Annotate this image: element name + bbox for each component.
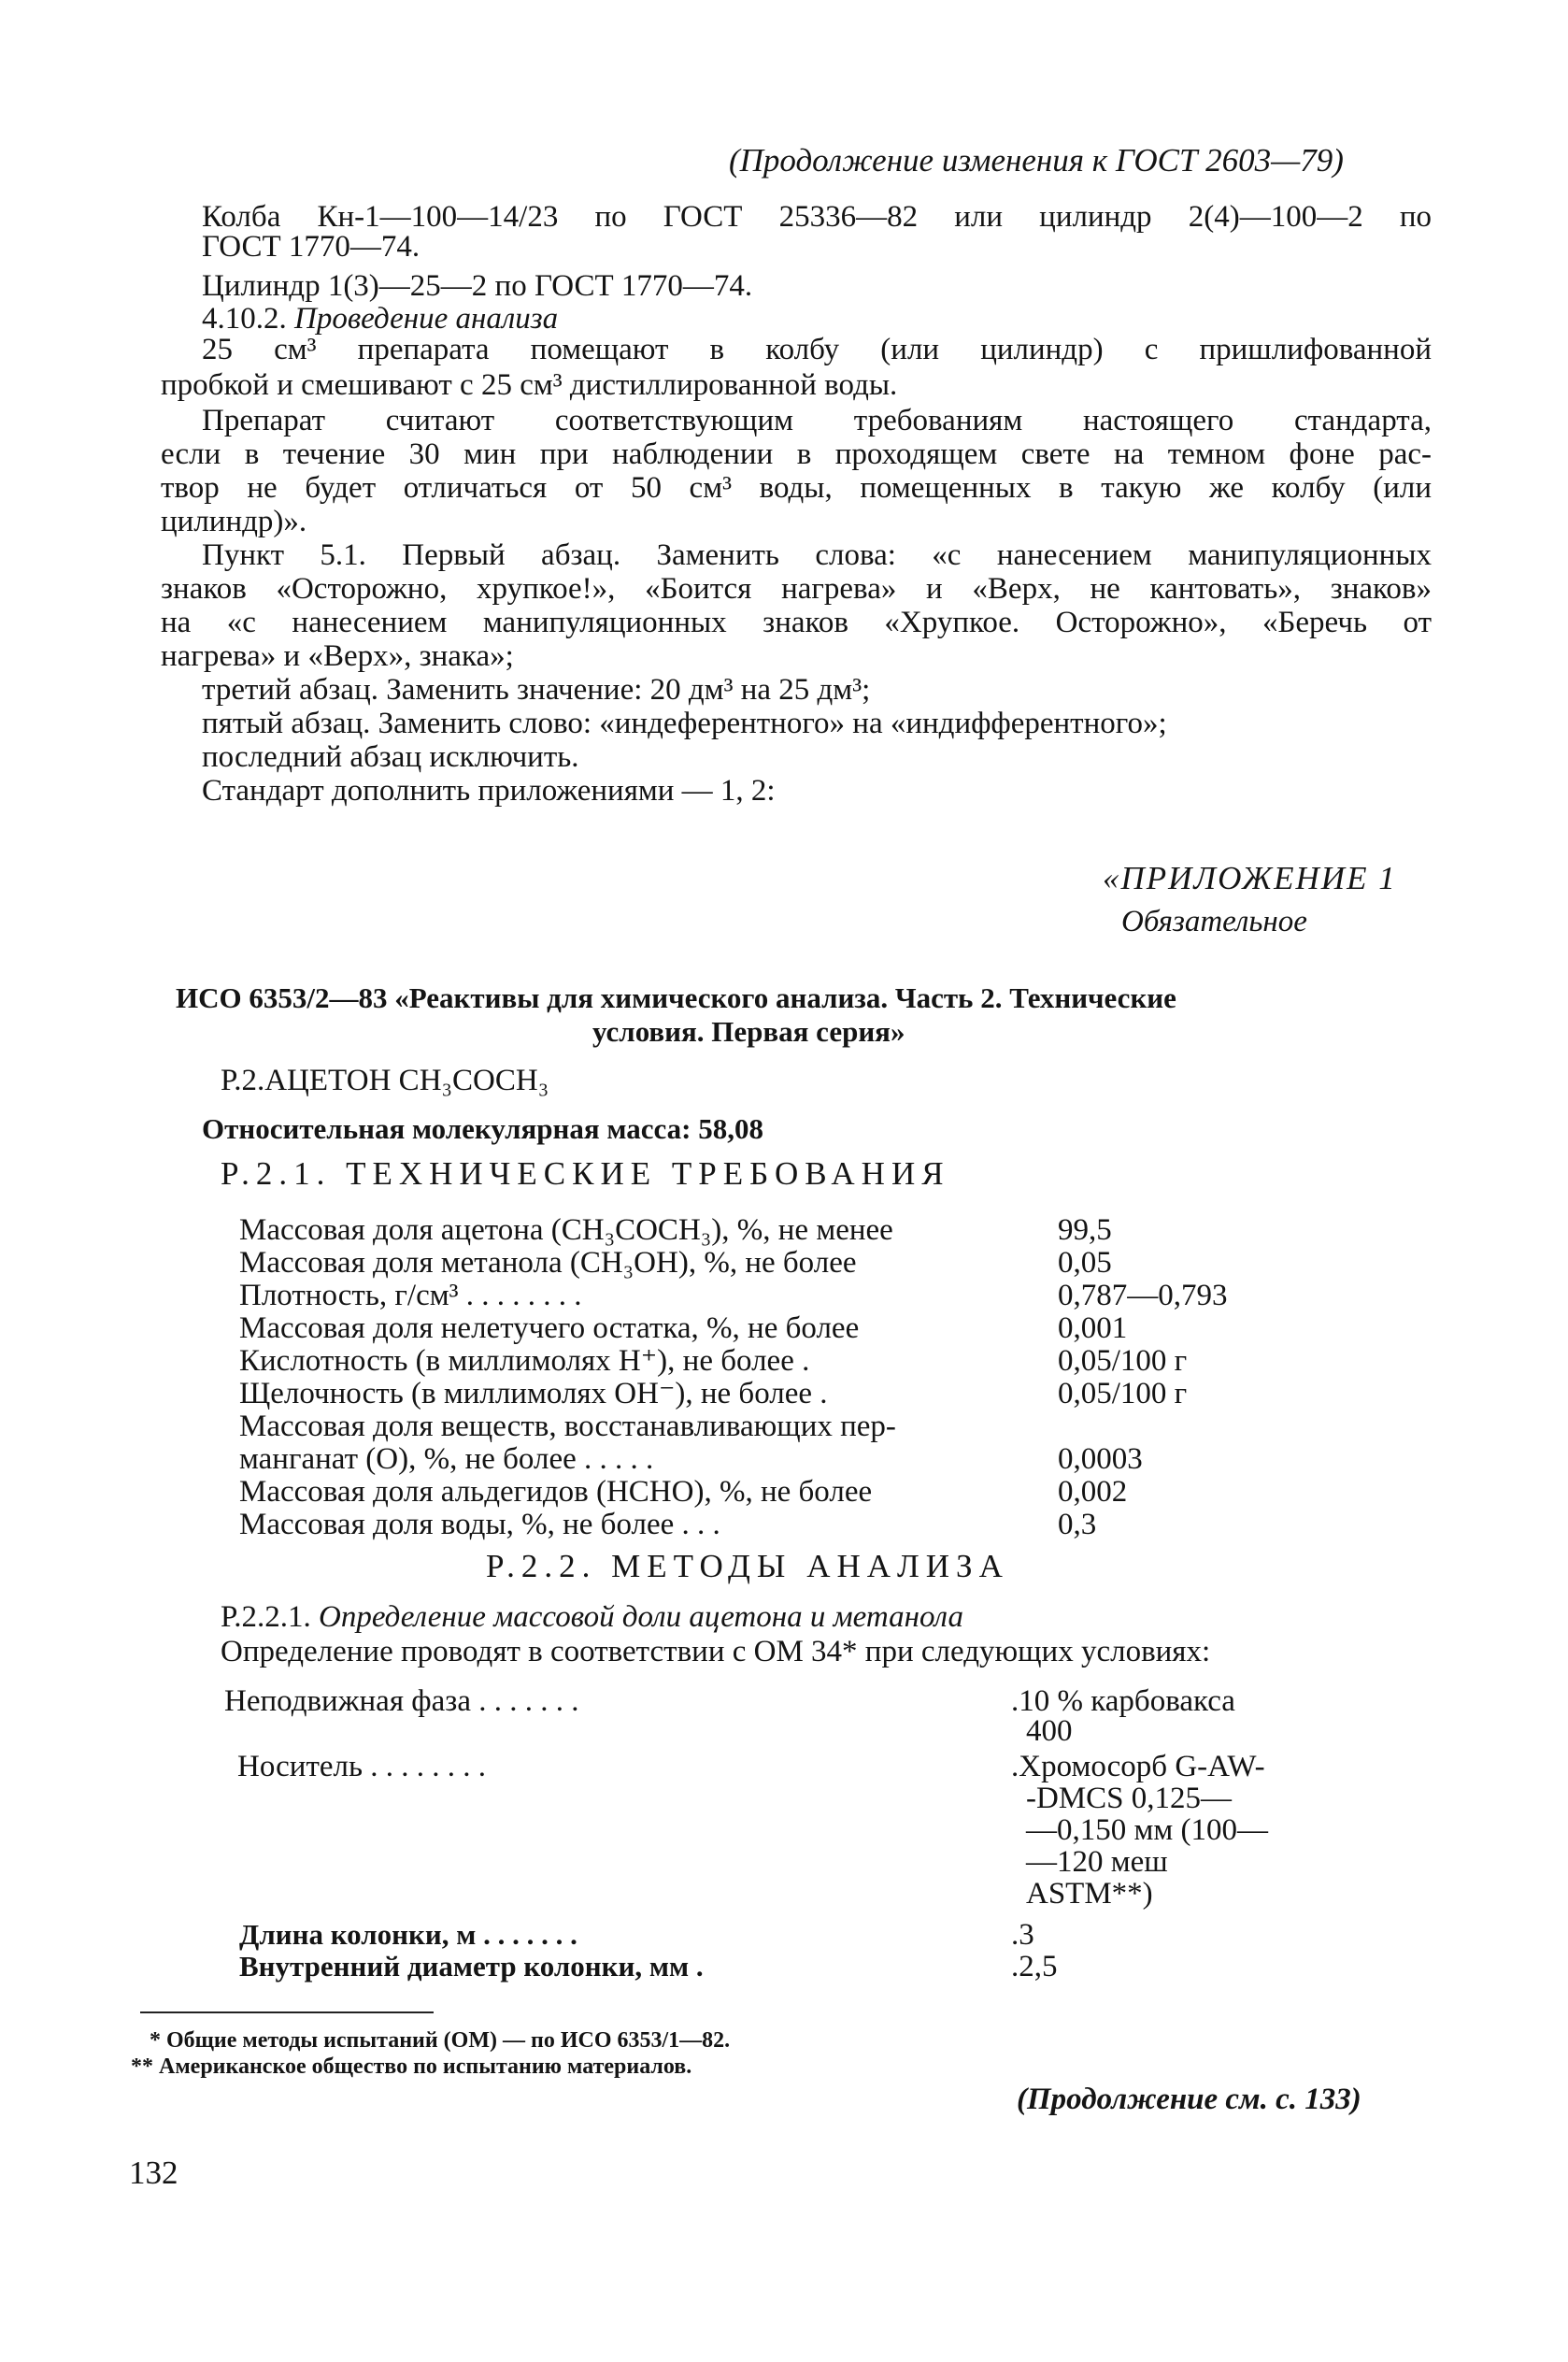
appendix-status: Обязательное xyxy=(1121,905,1307,938)
requirement-value: 0,05/100 г xyxy=(1058,1344,1188,1378)
requirement-name: Массовая доля веществ, восстанавливающих пер- xyxy=(239,1410,896,1443)
requirement-name: манганат (O), %, не более . . . . . xyxy=(239,1442,654,1476)
requirement-name: Массовая доля нелетучего остатка, %, не более xyxy=(239,1311,860,1345)
condition-value: .10 % карбовакса xyxy=(1011,1684,1235,1718)
body-line: цилиндр)». xyxy=(161,505,307,538)
body-line: пробкой и смешивают с 25 см³ дистиллированной воды. xyxy=(161,368,898,402)
body-line: 25 см³ препарата помещают в колбу (или цилиндр) с пришлифованной xyxy=(202,333,1432,366)
condition-value: .2,5 xyxy=(1011,1950,1058,1983)
requirement-value: 0,0003 xyxy=(1058,1442,1143,1476)
body-line: Стандарт дополнить приложениями — 1, 2: xyxy=(202,774,776,808)
continuation-header: (Продолжение изменения к ГОСТ 2603—79) xyxy=(729,142,1344,179)
condition-name: Внутренний диаметр колонки, мм . xyxy=(239,1950,704,1983)
body-line: нагрева» и «Верх», знака»; xyxy=(161,639,514,673)
appendix-label: «ПРИЛОЖЕНИЕ 1 xyxy=(1103,860,1397,896)
method-heading xyxy=(221,1598,963,1636)
body-line: третий абзац. Заменить значение: 20 дм³ на 25 дм³; xyxy=(202,673,871,707)
appendix-title: ИСО 6353/2—83 «Реактивы для химического анализа. Часть 2. Технические xyxy=(176,981,1176,1014)
requirement-value: 0,05/100 г xyxy=(1058,1377,1188,1410)
molar-mass: Относительная молекулярная масса: 58,08 xyxy=(202,1112,763,1145)
body-line: последний абзац исключить. xyxy=(202,740,579,774)
appendix-title: условия. Первая серия» xyxy=(592,1015,905,1048)
body-line: Пункт 5.1. Первый абзац. Заменить слова: «с нанесением манипуляционных xyxy=(202,538,1432,572)
requirement-name: Кислотность (в миллимолях H⁺), не более . xyxy=(239,1344,810,1378)
body-line: знаков «Осторожно, хрупкое!», «Боится нагрева» и «Верх, не кантовать», знаков» xyxy=(161,572,1432,606)
requirement-name: Массовая доля альдегидов (HCHO), %, не более xyxy=(239,1475,873,1509)
footnote: ** Американское общество по испытанию материалов. xyxy=(131,2054,692,2079)
condition-value: ASTM**) xyxy=(1026,1877,1153,1911)
condition-value: -DMCS 0,125— xyxy=(1026,1782,1233,1815)
page-number: 132 xyxy=(129,2154,178,2191)
condition-name: Носитель . . . . . . . . xyxy=(237,1750,487,1783)
section-number: 4.10.2. xyxy=(202,302,287,336)
method-title: Определение массовой доли ацетона и метанола xyxy=(318,1600,963,1634)
condition-name: Неподвижная фаза . . . . . . . xyxy=(224,1684,579,1718)
body-line: если в течение 30 мин при наблюдении в проходящем свете на темном фоне рас- xyxy=(161,437,1432,471)
footnote-divider xyxy=(140,2011,434,2013)
requirement-value: 0,787—0,793 xyxy=(1058,1279,1228,1312)
requirement-name: Массовая доля ацетона (CH₃COCH₃), %, не менее xyxy=(239,1213,893,1247)
requirement-name: Плотность, г/см³ . . . . . . . . xyxy=(239,1279,582,1312)
footnote: * Общие методы испытаний (ОМ) — по ИСО 6353/1—82. xyxy=(150,2028,731,2053)
section-title: Проведение анализа xyxy=(294,302,559,336)
condition-value: 400 xyxy=(1026,1714,1073,1748)
condition-value: .3 xyxy=(1011,1918,1034,1952)
body-line: Цилиндр 1(3)—25—2 по ГОСТ 1770—74. xyxy=(202,269,753,303)
requirement-value: 0,001 xyxy=(1058,1311,1128,1345)
continuation-footer: (Продолжение см. с. 133) xyxy=(1017,2083,1361,2116)
body-line: твор не будет отличаться от 50 см³ воды, помещенных в такую же колбу (или xyxy=(161,471,1432,505)
condition-value: .Хромосорб G-AW- xyxy=(1011,1750,1265,1783)
reagent-name: Р.2.АЦЕТОН CH₃COCH₃ xyxy=(221,1064,549,1097)
body-line: Препарат считают соответствующим требованиям настоящего стандарта, xyxy=(202,404,1432,437)
body-line: пятый абзац. Заменить слово: «индеферентного» на «индифферентного»; xyxy=(202,707,1167,740)
methods-heading: Р.2.2. МЕТОДЫ АНАЛИЗА xyxy=(486,1548,1009,1584)
condition-value: —120 меш xyxy=(1026,1845,1168,1879)
requirement-name: Массовая доля метанола (CH₃OH), %, не более xyxy=(239,1246,857,1280)
tech-req-heading: Р.2.1. ТЕХНИЧЕСКИЕ ТРЕБОВАНИЯ xyxy=(221,1155,950,1192)
condition-name: Длина колонки, м . . . . . . . xyxy=(239,1918,577,1951)
body-line: на «с нанесением манипуляционных знаков «Хрупкое. Осторожно», «Беречь от xyxy=(161,606,1432,639)
method-text: Определение проводят в соответствии с ОМ 34* при следующих условиях: xyxy=(221,1635,1211,1668)
requirement-name: Щелочность (в миллимолях OH⁻), не более . xyxy=(239,1377,828,1410)
method-number: Р.2.2.1. xyxy=(221,1600,311,1634)
requirement-value: 0,3 xyxy=(1058,1508,1097,1541)
requirement-value: 0,002 xyxy=(1058,1475,1128,1509)
requirement-name: Массовая доля воды, %, не более . . . xyxy=(239,1508,720,1541)
requirement-value: 99,5 xyxy=(1058,1213,1112,1247)
condition-value: —0,150 мм (100— xyxy=(1026,1813,1269,1847)
body-line: Колба Кн-1—100—14/23 по ГОСТ 25336—82 или цилиндр 2(4)—100—2 по xyxy=(202,200,1432,234)
requirement-value: 0,05 xyxy=(1058,1246,1112,1280)
body-line: ГОСТ 1770—74. xyxy=(202,230,421,264)
